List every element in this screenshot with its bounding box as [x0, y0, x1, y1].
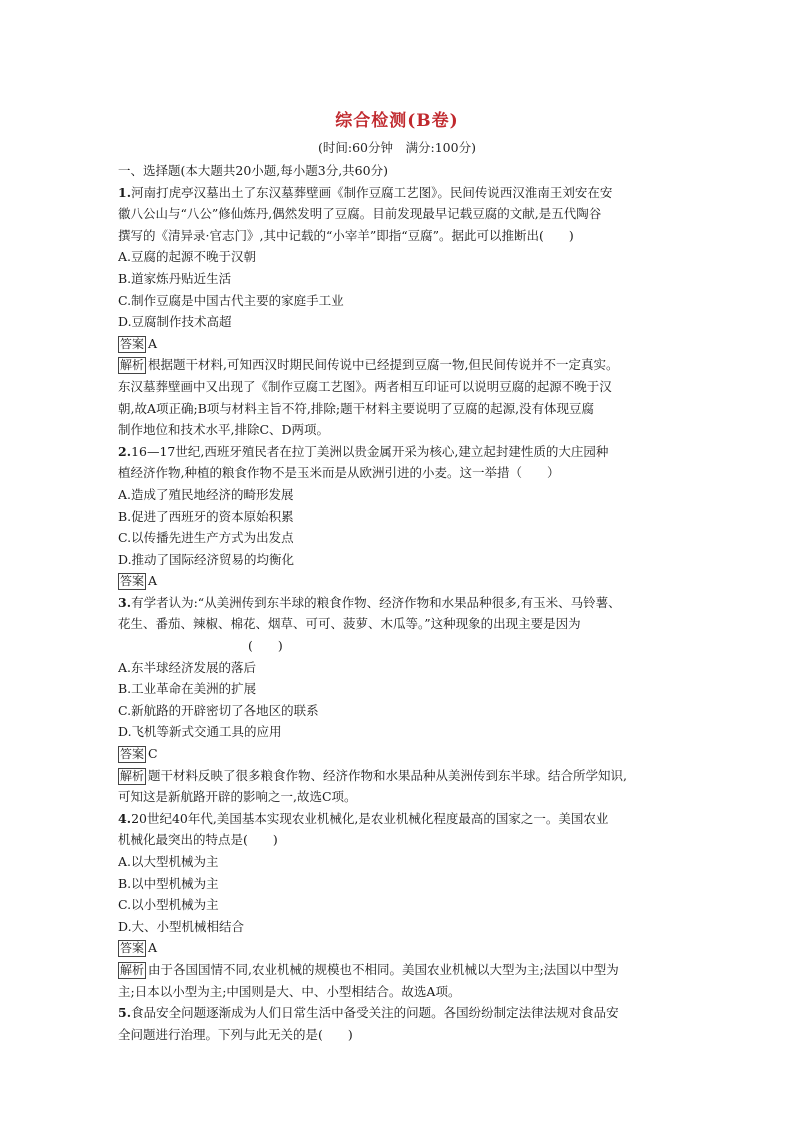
answer-label: 答案 [120, 941, 145, 956]
option-c: C.以小型机械为主 [118, 897, 219, 913]
question-4 [118, 808, 684, 1002]
option-b: B.以中型机械为主 [118, 875, 219, 891]
analysis-text: 制作地位和技术水平,排除C、D两项。 [118, 422, 330, 438]
option-d: D.推动了国际经济贸易的均衡化 [118, 551, 295, 567]
option-d: D.飞机等新式交通工具的应用 [118, 724, 282, 740]
question-5 [118, 1002, 684, 1045]
answer-value: A [148, 573, 158, 589]
answer-label: 答案 [120, 747, 145, 762]
analysis-label: 解析 [120, 768, 145, 783]
question-number: 3. [118, 594, 132, 610]
page-title: 综合检测(B卷) [335, 111, 459, 131]
question-text: 河南打虎亭汉墓出土了东汉墓葬壁画《制作豆腐工艺图》。民间传说西汉淮南王刘安在安 [131, 184, 613, 200]
option-b: B.工业革命在美洲的扩展 [118, 681, 257, 697]
option-c: C.以传播先进生产方式为出发点 [118, 530, 294, 546]
question-text: 食品安全问题逐渐成为人们日常生活中备受关注的问题。各国纷纷制定法律法规对食品安 [131, 1005, 619, 1021]
analysis-label: 解析 [120, 358, 145, 373]
question-number: 4. [118, 810, 132, 826]
question-text: 机械化最突出的特点是( ) [118, 832, 278, 848]
analysis-text: 东汉墓葬壁画中又出现了《制作豆腐工艺图》。两者相互印证可以说明豆腐的起源不晚于汉 [118, 378, 612, 394]
option-c: C.新航路的开辟密切了各地区的联系 [118, 702, 319, 718]
analysis-text: 朝,故A项正确;B项与材料主旨不符,排除;题干材料主要说明了豆腐的起源,没有体现豆腐 [118, 400, 595, 416]
question-number: 1. [118, 184, 132, 200]
question-3 [118, 592, 684, 808]
answer-value: A [148, 335, 158, 351]
option-b: B.促进了西班牙的资本原始积累 [118, 508, 294, 524]
section-heading: 一、选择题(本大题共20小题,每小题3分,共60分) [118, 163, 388, 178]
question-text: 撰写的《清异录·官志门》,其中记载的“小宰羊”即指“豆腐”。据此可以推断出( ) [118, 227, 574, 243]
exam-content [118, 160, 684, 1045]
question-text: 有学者认为:“从美洲传到东半球的粮食作物、经济作物和水果品种很多,有玉米、马铃薯、 [131, 594, 621, 610]
question-number: 2. [118, 443, 132, 459]
option-d: D.豆腐制作技术高超 [118, 314, 232, 330]
option-b: B.道家炼丹贴近生活 [118, 270, 232, 286]
question-number: 5. [118, 1005, 132, 1021]
answer-value: C [148, 746, 158, 762]
analysis-text: 题干材料反映了很多粮食作物、经济作物和水果品种从美洲传到东半球。结合所学知识, [148, 767, 627, 783]
question-text: 植经济作物,种植的粮食作物不是玉米而是从欧洲引进的小麦。这一举措（ ） [118, 465, 560, 481]
question-2 [118, 441, 684, 592]
option-a: A.以大型机械为主 [118, 854, 219, 869]
answer-value: A [148, 940, 158, 956]
exam-time-score: (时间:60分钟 满分:100分) [318, 140, 476, 155]
analysis-text: 根据题干材料,可知西汉时期民间传说中已经提到豆腐一物,但民间传说并不一定真实。 [148, 357, 619, 373]
option-a: A.豆腐的起源不晚于汉朝 [118, 249, 257, 265]
option-a: A.东半球经济发展的落后 [118, 659, 257, 675]
analysis-text: 由于各国国情不同,农业机械的规模也不相同。美国农业机械以大型为主;法国以中型为 [148, 961, 619, 977]
question-text: 16—17世纪,西班牙殖民者在拉丁美洲以贵金属开采为核心,建立起封建性质的大庄园种 [131, 443, 609, 459]
question-text: 全问题进行治理。下列与此无关的是( ) [118, 1026, 353, 1042]
analysis-text: 主;日本以小型为主;中国则是大、中、小型相结合。故选A项。 [118, 983, 461, 999]
answer-label: 答案 [120, 574, 145, 589]
analysis-label: 解析 [120, 962, 145, 977]
option-c: C.制作豆腐是中国古代主要的家庭手工业 [118, 292, 344, 308]
question-text: 徽八公山与“八公”修仙炼丹,偶然发明了豆腐。目前发现最早记载豆腐的文献,是五代陶谷 [118, 206, 602, 222]
answer-blank: ( ) [248, 638, 283, 654]
analysis-text: 可知这是新航路开辟的影响之一,故选C项。 [118, 789, 357, 805]
option-a: A.造成了殖民地经济的畸形发展 [118, 486, 294, 502]
option-d: D.大、小型机械相结合 [118, 918, 245, 934]
question-text: 花生、番茄、辣椒、棉花、烟草、可可、菠萝、木瓜等。”这种现象的出现主要是因为 [118, 616, 581, 632]
question-1 [118, 182, 684, 441]
answer-label: 答案 [120, 336, 145, 351]
question-text: 20世纪40年代,美国基本实现农业机械化,是农业机械化程度最高的国家之一。美国农业 [131, 810, 609, 826]
